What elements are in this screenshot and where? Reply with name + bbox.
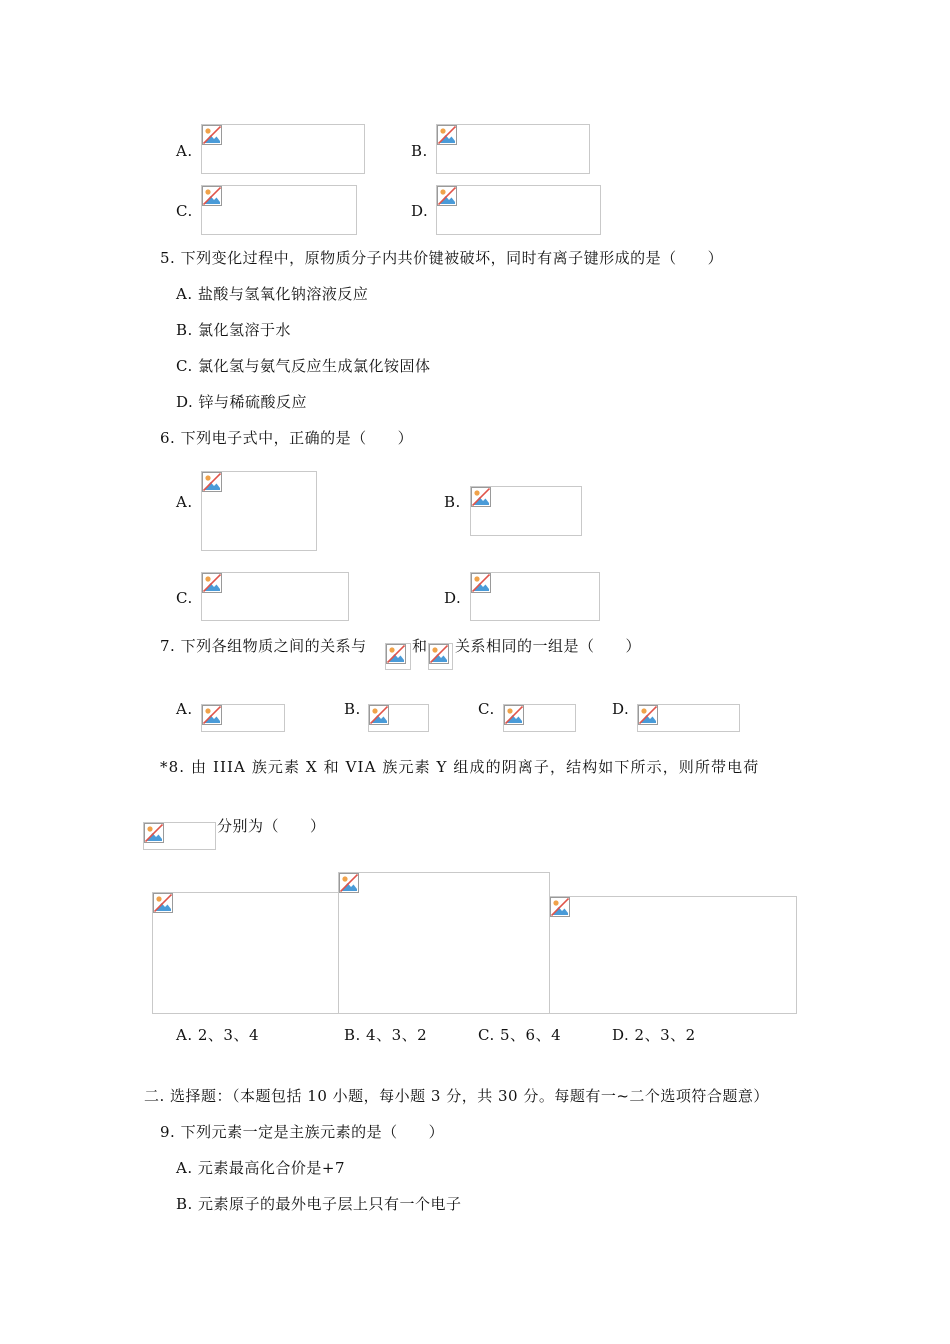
- q8-structure-image-2: [338, 872, 550, 1014]
- section-2-heading: 二. 选择题：（本题包括 10 小题，每小题 3 分，共 30 分。每题有一~二个选项符合题意）: [144, 1087, 769, 1105]
- broken-image-icon: [202, 125, 222, 145]
- q6-option-c-label: C.: [176, 589, 193, 607]
- q7-option-b-label: B.: [344, 700, 361, 718]
- q5-option-a: A. 盐酸与氢氧化钠溶液反应: [176, 285, 369, 303]
- q8-stem-cont: 分别为（ ）: [217, 817, 326, 835]
- q5-stem: 5. 下列变化过程中，原物质分子内共价键被破坏，同时有离子键形成的是（ ）: [160, 249, 724, 267]
- q6-option-a-label: A.: [176, 493, 193, 511]
- q8-option-a: A. 2、3、4: [176, 1026, 259, 1044]
- q6-option-b-label: B.: [444, 493, 461, 511]
- q5-option-b: B. 氯化氢溶于水: [176, 321, 292, 339]
- q7-option-d-image: [637, 704, 740, 732]
- q6-option-d-label: D.: [444, 589, 462, 607]
- broken-image-icon: [437, 186, 457, 206]
- broken-image-icon: [386, 644, 406, 664]
- q7-option-d-label: D.: [612, 700, 630, 718]
- broken-image-icon: [638, 705, 658, 725]
- q8-structure-image-3: [549, 896, 797, 1014]
- broken-image-icon: [339, 873, 359, 893]
- q4-option-a-label: A.: [176, 142, 193, 160]
- q7-inline-image-2: [428, 643, 453, 670]
- broken-image-icon: [471, 487, 491, 507]
- q9-option-b: B. 元素原子的最外电子层上只有一个电子: [176, 1195, 462, 1213]
- q9-option-a: A. 元素最高化合价是+7: [176, 1159, 345, 1177]
- q6-option-c-image: [201, 572, 349, 621]
- q4-option-b-image: [436, 124, 590, 174]
- q4-option-b-label: B.: [411, 142, 428, 160]
- q8-option-c: C. 5、6、4: [478, 1026, 562, 1044]
- broken-image-icon: [202, 472, 222, 492]
- q6-option-d-image: [470, 572, 600, 621]
- q8-option-d: D. 2、3、2: [612, 1026, 696, 1044]
- q7-option-b-image: [368, 704, 429, 732]
- q4-option-a-image: [201, 124, 365, 174]
- q7-option-a-label: A.: [176, 700, 193, 718]
- broken-image-icon: [202, 573, 222, 593]
- q7-inline-image-1: [385, 643, 411, 670]
- q9-stem: 9. 下列元素一定是主族元素的是（ ）: [160, 1123, 445, 1141]
- q7-stem-part2: 关系相同的一组是（ ）: [455, 637, 642, 655]
- broken-image-icon: [429, 644, 449, 664]
- broken-image-icon: [153, 893, 173, 913]
- q4-option-d-image: [436, 185, 601, 235]
- q8-structure-image-1: [152, 892, 339, 1014]
- broken-image-icon: [550, 897, 570, 917]
- q8-option-b: B. 4、3、2: [344, 1026, 428, 1044]
- q8-stem: *8. 由 IIIA 族元素 X 和 VIA 族元素 Y 组成的阴离子，结构如下所示，则所带电荷: [160, 758, 760, 776]
- q4-option-d-label: D.: [411, 202, 429, 220]
- q5-option-c: C. 氯化氢与氨气反应生成氯化铵固体: [176, 357, 431, 375]
- q7-stem-and: 和: [412, 637, 428, 655]
- q4-option-c-image: [201, 185, 357, 235]
- q6-option-b-image: [470, 486, 582, 536]
- q6-stem: 6. 下列电子式中，正确的是（ ）: [160, 429, 414, 447]
- q4-option-c-label: C.: [176, 202, 193, 220]
- q5-option-d: D. 锌与稀硫酸反应: [176, 393, 308, 411]
- broken-image-icon: [471, 573, 491, 593]
- q8-inline-image: [143, 822, 216, 850]
- broken-image-icon: [437, 125, 457, 145]
- q7-option-c-label: C.: [478, 700, 495, 718]
- broken-image-icon: [144, 823, 164, 843]
- q7-stem-part1: 7. 下列各组物质之间的关系与: [160, 637, 367, 655]
- q6-option-a-image: [201, 471, 317, 551]
- broken-image-icon: [202, 186, 222, 206]
- broken-image-icon: [369, 705, 389, 725]
- q7-option-a-image: [201, 704, 285, 732]
- broken-image-icon: [202, 705, 222, 725]
- q7-option-c-image: [503, 704, 576, 732]
- broken-image-icon: [504, 705, 524, 725]
